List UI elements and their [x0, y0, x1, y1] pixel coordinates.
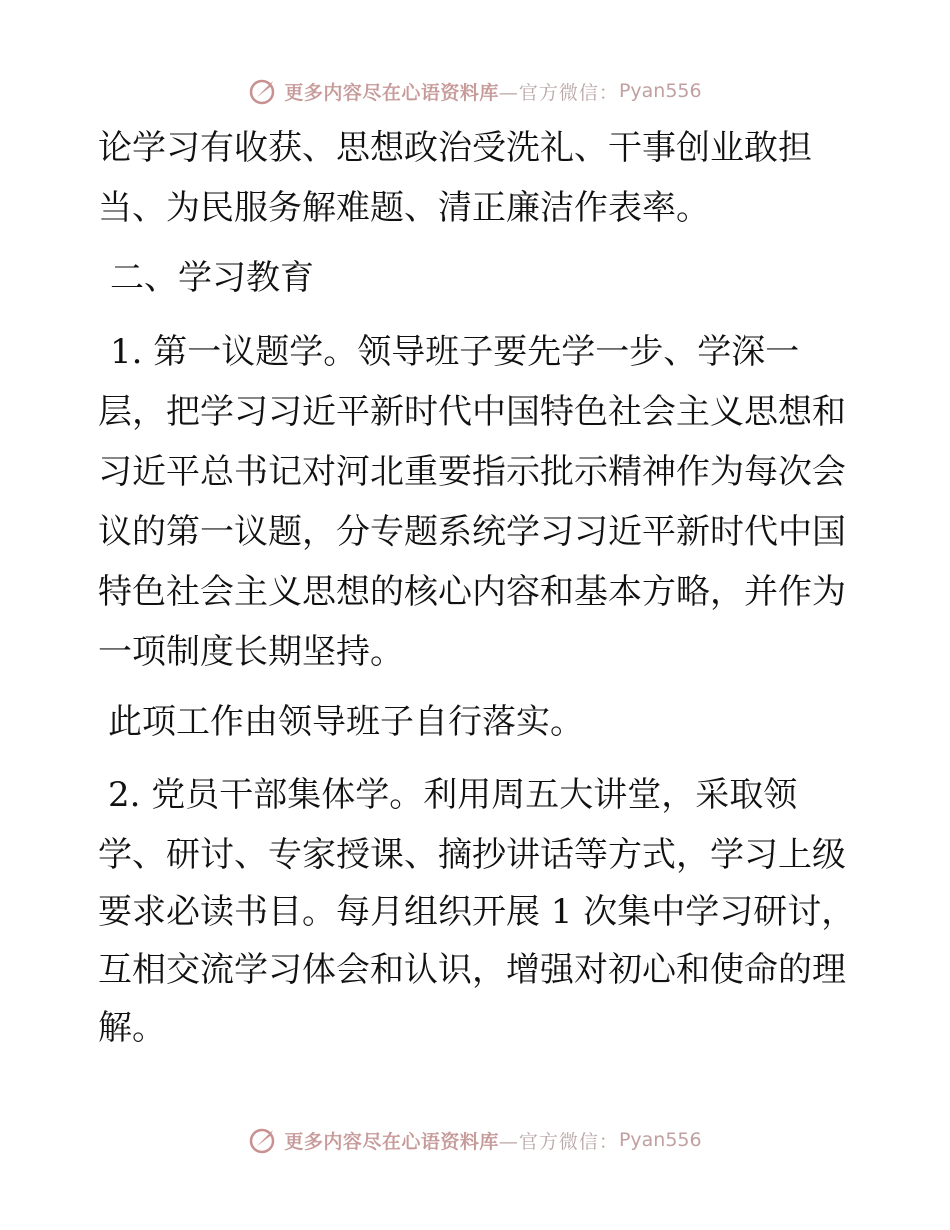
footer-watermark: [0, 1120, 950, 1160]
quill-logo-icon: [248, 76, 278, 106]
quill-logo-icon: [248, 1125, 278, 1155]
watermark-wechat-label: —官方微信：: [498, 1130, 619, 1153]
item-1-line-1: 1. 第一议题学。领导班子要先学一步、学深一: [110, 332, 800, 372]
body-line-1: 论学习有收获、思想政治受洗礼、干事创业敢担: [98, 128, 812, 168]
watermark-wechat-id: Pyan556: [618, 80, 702, 102]
item-1-line-4: 议的第一议题，分专题系统学习习近平新时代中国: [98, 512, 846, 552]
item-1-line-3: 习近平总书记对河北重要指示批示精神作为每次会: [98, 452, 846, 492]
item-2-line-2: 学、研讨、专家授课、摘抄讲话等方式，学习上级: [98, 835, 846, 875]
item-2-line-5: 解。: [98, 1008, 166, 1048]
item-2-line-4: 互相交流学习体会和认识，增强对初心和使命的理: [98, 950, 846, 990]
watermark-main-text: 更多内容尽在心语资料库: [284, 81, 499, 104]
section-heading: 二、学习教育: [110, 258, 314, 298]
item-1-line-6: 一项制度长期坚持。: [98, 632, 404, 672]
item-1-line-5: 特色社会主义思想的核心内容和基本方略，并作为: [98, 572, 846, 612]
watermark-wechat-label: —官方微信：: [498, 81, 619, 104]
item-1-line-2: 层，把学习习近平新时代中国特色社会主义思想和: [98, 392, 846, 432]
watermark-main-text: 更多内容尽在心语资料库: [284, 1130, 499, 1153]
watermark-wechat-id: Pyan556: [618, 1129, 702, 1151]
implementation-note: 此项工作由领导班子自行落实。: [108, 702, 584, 742]
item-2-line-1: 2. 党员干部集体学。利用周五大讲堂，采取领: [108, 775, 798, 815]
item-2-line-3: 要求必读书目。每月组织开展 1 次集中学习研讨，: [98, 892, 856, 932]
body-line-2: 当、为民服务解难题、清正廉洁作表率。: [98, 188, 710, 228]
header-watermark: [0, 71, 950, 111]
